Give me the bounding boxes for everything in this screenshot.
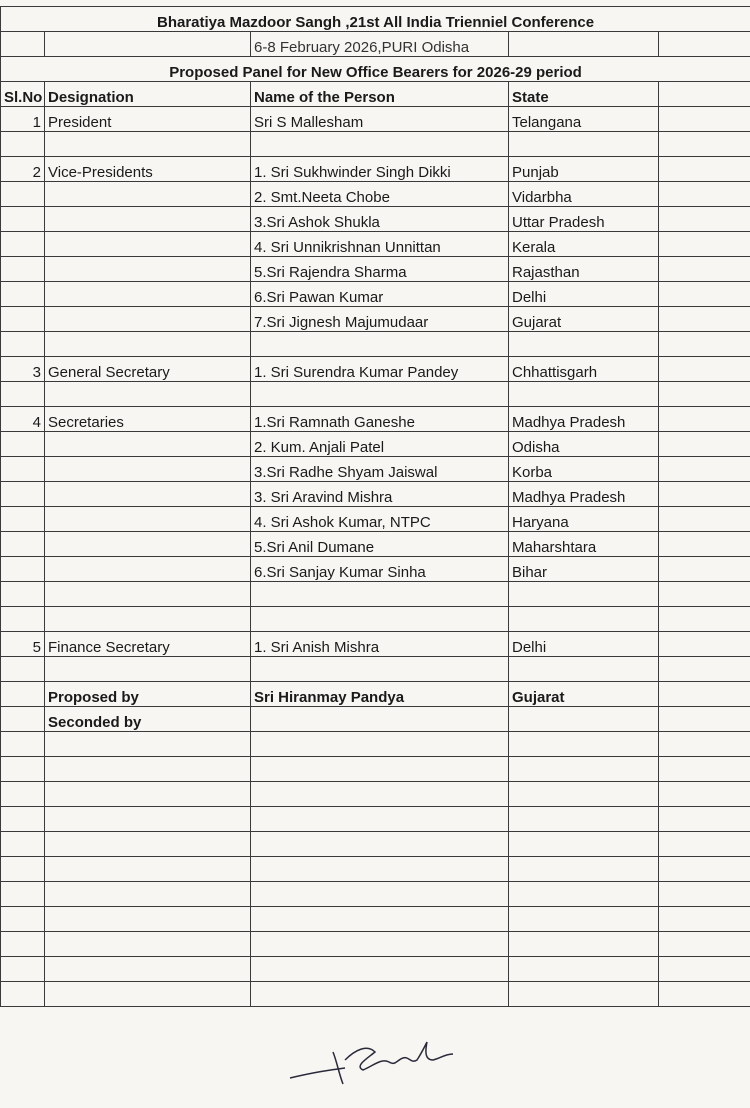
handwritten-signature <box>285 1030 485 1090</box>
person-name: 2. Kum. Anjali Patel <box>251 432 509 457</box>
person-name: 7.Sri Jignesh Majumudaar <box>251 307 509 332</box>
column-header-row <box>1 82 750 107</box>
person-name: 3.Sri Ashok Shukla <box>251 207 509 232</box>
table-row <box>1 107 750 132</box>
blank-row <box>1 982 750 1007</box>
person-state: Haryana <box>509 507 659 532</box>
person-name: 6.Sri Pawan Kumar <box>251 282 509 307</box>
person-name: 3.Sri Radhe Shyam Jaiswal <box>251 457 509 482</box>
table-row <box>1 157 750 182</box>
sl-no: 3 <box>1 357 45 382</box>
person-state: Madhya Pradesh <box>509 407 659 432</box>
blank-row <box>1 732 750 757</box>
office-bearers-table <box>0 6 750 1007</box>
designation: General Secretary <box>45 357 251 382</box>
table-row <box>1 407 750 432</box>
proposer-state: Gujarat <box>509 682 659 707</box>
blank-row <box>1 807 750 832</box>
table-row <box>1 432 750 457</box>
proposed-by-row <box>1 682 750 707</box>
sl-no: 5 <box>1 632 45 657</box>
blank-row <box>1 832 750 857</box>
table-row <box>1 257 750 282</box>
table-row <box>1 182 750 207</box>
person-name: 6.Sri Sanjay Kumar Sinha <box>251 557 509 582</box>
table-row <box>1 282 750 307</box>
col-header-designation: Designation <box>45 82 251 107</box>
seconded-by-row <box>1 707 750 732</box>
blank-row <box>1 957 750 982</box>
person-state: Delhi <box>509 632 659 657</box>
table-row <box>1 507 750 532</box>
designation: Vice-Presidents <box>45 157 251 182</box>
dates-row <box>1 32 750 57</box>
person-name: 1. Sri Anish Mishra <box>251 632 509 657</box>
proposed-by-label: Proposed by <box>45 682 251 707</box>
blank-row <box>1 782 750 807</box>
person-state: Uttar Pradesh <box>509 207 659 232</box>
designation: Finance Secretary <box>45 632 251 657</box>
person-state: Bihar <box>509 557 659 582</box>
table-row <box>1 557 750 582</box>
person-state: Telangana <box>509 107 659 132</box>
sl-no: 1 <box>1 107 45 132</box>
designation: Secretaries <box>45 407 251 432</box>
person-name: 2. Smt.Neeta Chobe <box>251 182 509 207</box>
spacer-row <box>1 132 750 157</box>
person-state: Odisha <box>509 432 659 457</box>
seconded-by-label: Seconded by <box>45 707 251 732</box>
person-state: Chhattisgarh <box>509 357 659 382</box>
person-state: Delhi <box>509 282 659 307</box>
designation: President <box>45 107 251 132</box>
person-state: Maharshtara <box>509 532 659 557</box>
table-row <box>1 532 750 557</box>
document-title: Bharatiya Mazdoor Sangh ,21st All India Trienniel Conference <box>1 7 750 32</box>
person-state: Rajasthan <box>509 257 659 282</box>
person-name: 5.Sri Anil Dumane <box>251 532 509 557</box>
sl-no: 4 <box>1 407 45 432</box>
person-name: 1. Sri Surendra Kumar Pandey <box>251 357 509 382</box>
table-row <box>1 232 750 257</box>
spacer-row <box>1 382 750 407</box>
col-header-name: Name of the Person <box>251 82 509 107</box>
spacer-row <box>1 582 750 607</box>
person-name: Sri S Mallesham <box>251 107 509 132</box>
table-row <box>1 207 750 232</box>
blank-row <box>1 907 750 932</box>
table-row <box>1 632 750 657</box>
subtitle-row <box>1 57 750 82</box>
sl-no: 2 <box>1 157 45 182</box>
person-state: Korba <box>509 457 659 482</box>
blank-row <box>1 882 750 907</box>
col-header-state: State <box>509 82 659 107</box>
person-state: Gujarat <box>509 307 659 332</box>
document-subtitle: Proposed Panel for New Office Bearers for 2026-29 period <box>1 57 750 82</box>
col-header-sl-no: Sl.No <box>1 82 45 107</box>
document-sheet <box>0 6 750 1036</box>
dates-venue: 6-8 February 2026,PURI Odisha <box>251 32 509 57</box>
person-name: 1. Sri Sukhwinder Singh Dikki <box>251 157 509 182</box>
person-name: 4. Sri Ashok Kumar, NTPC <box>251 507 509 532</box>
person-state: Kerala <box>509 232 659 257</box>
spacer-row <box>1 332 750 357</box>
blank-row <box>1 857 750 882</box>
person-state: Punjab <box>509 157 659 182</box>
table-row <box>1 457 750 482</box>
spacer-row <box>1 657 750 682</box>
person-name: 3. Sri Aravind Mishra <box>251 482 509 507</box>
title-row <box>1 7 750 32</box>
spacer-row <box>1 607 750 632</box>
blank-row <box>1 932 750 957</box>
table-row <box>1 307 750 332</box>
person-name: 4. Sri Unnikrishnan Unnittan <box>251 232 509 257</box>
person-name: 1.Sri Ramnath Ganeshe <box>251 407 509 432</box>
person-state: Vidarbha <box>509 182 659 207</box>
proposer-name: Sri Hiranmay Pandya <box>251 682 509 707</box>
blank-row <box>1 757 750 782</box>
table-row <box>1 357 750 382</box>
table-row <box>1 482 750 507</box>
person-name: 5.Sri Rajendra Sharma <box>251 257 509 282</box>
person-state: Madhya Pradesh <box>509 482 659 507</box>
